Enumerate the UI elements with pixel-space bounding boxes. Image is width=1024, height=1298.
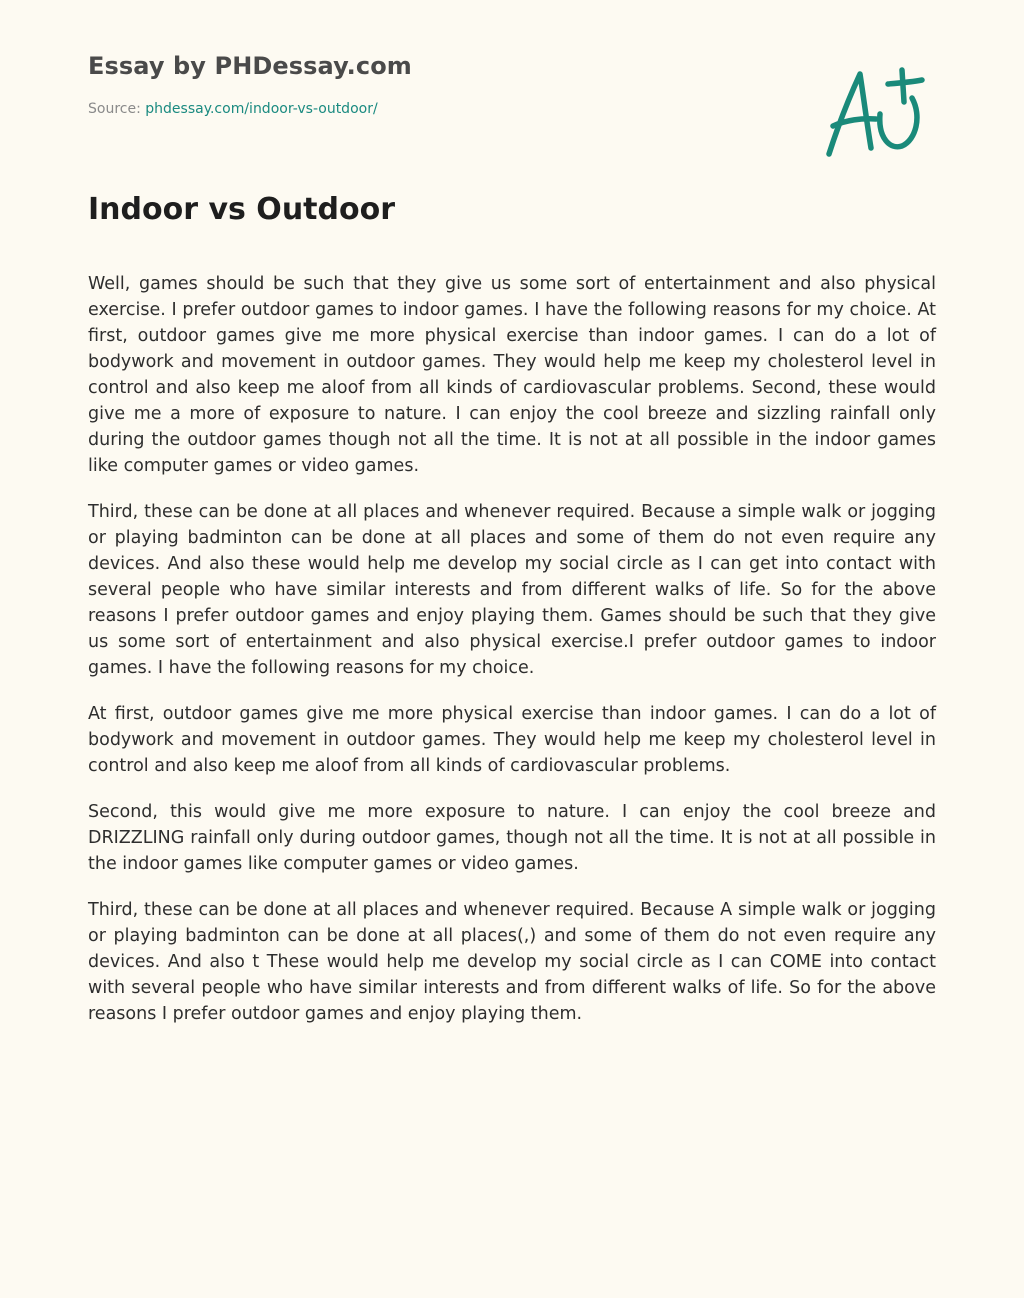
source-label: Source: — [88, 101, 146, 117]
essay-paragraph: Second, this would give me more exposure to nature. I can enjoy the cool breeze and DRIZZLING rainfall only during outdoor games, though not all the time. It is not at all possible in the indoor games like computer games or video games. — [88, 802, 936, 874]
essay-paragraph: Third, these can be done at all places and whenever required. Because A simple walk or jogging or playing badminton can be done at all places(,) and some of them do not even require any devices. And also t These would help me develop my social circle as I can COME into contact with several people who have similar interests and from different walks of life. So for the above reasons I prefer outdoor games and enjoy playing them. — [88, 900, 936, 1024]
essay-paragraph: Third, these can be done at all places and whenever required. Because a simple walk or jogging or playing badminton can be done at all places and some of them do not even require any devices. And also these would help me develop my social circle as I can get into contact with several people who have similar interests and from different walks of life. So for the above reasons I prefer outdoor games and enjoy playing them. Games should be such that they give us some sort of entertainment and also physical exercise.I prefer outdoor games to indoor games. I have the following reasons for my choice. — [88, 502, 936, 678]
essay-title: Indoor vs Outdoor — [88, 192, 396, 227]
brand-title: Essay by PHDessay.com — [88, 52, 412, 80]
source-link[interactable]: phdessay.com/indoor-vs-outdoor/ — [145, 101, 378, 117]
essay-paragraph: At first, outdoor games give me more physical exercise than indoor games. I can do a lot of bodywork and movement in outdoor games. They would help me keep my cholesterol level in control and also keep me aloof from all kinds of cardiovascular problems. — [88, 704, 936, 776]
essay-paragraph: Well, games should be such that they give us some sort of entertainment and also physical exercise. I prefer outdoor games to indoor games. I have the following reasons for my choice. At first, outdoor games give me more physical exercise than indoor games. I can do a lot of bodywork and movement in outdoor games. They would help me keep my cholesterol level in control and also keep me aloof from all kinds of cardiovascular problems. Second, these would give me a more of exposure to nature. I can enjoy the cool breeze and sizzling rainfall only during the outdoor games though not all the time. It is not at all possible in the indoor games like computer games or video games. — [88, 274, 936, 476]
a-plus-grade-icon — [818, 62, 930, 162]
source-line — [88, 100, 808, 118]
essay-body — [88, 271, 936, 1047]
page-header — [88, 50, 808, 118]
